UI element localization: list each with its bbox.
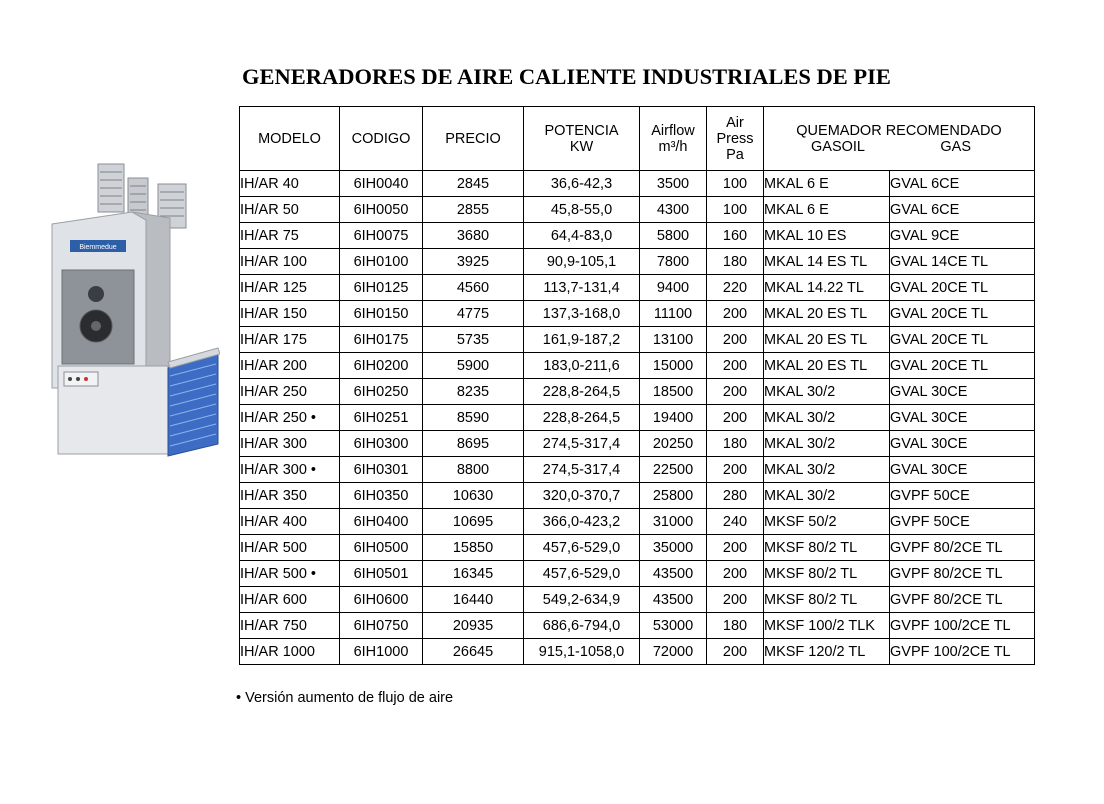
- cell-precio: 5735: [423, 327, 524, 353]
- cell-airflow: 53000: [640, 613, 707, 639]
- header-potencia: POTENCIA KW: [524, 107, 640, 171]
- table-row: [240, 405, 1035, 431]
- louver-left: [98, 164, 124, 212]
- cell-precio: 15850: [423, 535, 524, 561]
- cell-gasoil: MKSF 50/2: [764, 509, 890, 535]
- cell-precio: 20935: [423, 613, 524, 639]
- table-row: [240, 561, 1035, 587]
- cell-modelo: IH/AR 100: [240, 249, 340, 275]
- cell-airflow: 5800: [640, 223, 707, 249]
- cell-air-press: 180: [707, 249, 764, 275]
- cell-air-press: 100: [707, 171, 764, 197]
- table-row: [240, 249, 1035, 275]
- cell-airflow: 7800: [640, 249, 707, 275]
- cell-air-press: 200: [707, 301, 764, 327]
- cell-potencia: 64,4-83,0: [524, 223, 640, 249]
- cell-precio: 3680: [423, 223, 524, 249]
- cell-gas: GVAL 20CE TL: [890, 275, 1035, 301]
- cell-precio: 4775: [423, 301, 524, 327]
- cell-air-press: 200: [707, 457, 764, 483]
- cell-airflow: 43500: [640, 561, 707, 587]
- cell-air-press: 200: [707, 405, 764, 431]
- cell-precio: 16440: [423, 587, 524, 613]
- cell-airflow: 22500: [640, 457, 707, 483]
- cell-gasoil: MKAL 20 ES TL: [764, 327, 890, 353]
- cell-gasoil: MKAL 30/2: [764, 431, 890, 457]
- cell-precio: 2845: [423, 171, 524, 197]
- cell-airflow: 19400: [640, 405, 707, 431]
- cell-gas: GVAL 14CE TL: [890, 249, 1035, 275]
- cell-modelo: IH/AR 600: [240, 587, 340, 613]
- cell-air-press: 200: [707, 639, 764, 665]
- cell-precio: 10695: [423, 509, 524, 535]
- cell-gasoil: MKAL 6 E: [764, 171, 890, 197]
- header-air-press: Air Press Pa: [707, 107, 764, 171]
- cell-modelo: IH/AR 300: [240, 431, 340, 457]
- cell-modelo: IH/AR 250: [240, 379, 340, 405]
- cell-modelo: IH/AR 75: [240, 223, 340, 249]
- header-quemador: QUEMADOR RECOMENDADO GASOIL GAS: [764, 107, 1035, 171]
- table-row: [240, 301, 1035, 327]
- cell-airflow: 13100: [640, 327, 707, 353]
- cell-gas: GVAL 6CE: [890, 171, 1035, 197]
- cell-codigo: 6IH0100: [340, 249, 423, 275]
- cell-potencia: 113,7-131,4: [524, 275, 640, 301]
- cell-modelo: IH/AR 400: [240, 509, 340, 535]
- cell-potencia: 228,8-264,5: [524, 405, 640, 431]
- cell-precio: 10630: [423, 483, 524, 509]
- cell-potencia: 36,6-42,3: [524, 171, 640, 197]
- cell-gas: GVPF 80/2CE TL: [890, 561, 1035, 587]
- table-row: [240, 535, 1035, 561]
- cell-gas: GVPF 80/2CE TL: [890, 535, 1035, 561]
- cell-gas: GVAL 9CE: [890, 223, 1035, 249]
- cell-gasoil: MKAL 10 ES: [764, 223, 890, 249]
- cell-modelo: IH/AR 350: [240, 483, 340, 509]
- cell-precio: 8235: [423, 379, 524, 405]
- cell-gasoil: MKAL 30/2: [764, 379, 890, 405]
- cell-air-press: 280: [707, 483, 764, 509]
- cell-gas: GVAL 30CE: [890, 457, 1035, 483]
- cell-modelo: IH/AR 40: [240, 171, 340, 197]
- cell-modelo: IH/AR 50: [240, 197, 340, 223]
- cell-airflow: 15000: [640, 353, 707, 379]
- cell-airflow: 20250: [640, 431, 707, 457]
- cell-airflow: 11100: [640, 301, 707, 327]
- cell-modelo: IH/AR 200: [240, 353, 340, 379]
- cell-precio: 4560: [423, 275, 524, 301]
- cell-gasoil: MKAL 30/2: [764, 405, 890, 431]
- cell-potencia: 183,0-211,6: [524, 353, 640, 379]
- cell-potencia: 366,0-423,2: [524, 509, 640, 535]
- cell-potencia: 686,6-794,0: [524, 613, 640, 639]
- cell-airflow: 43500: [640, 587, 707, 613]
- cell-gasoil: MKAL 14.22 TL: [764, 275, 890, 301]
- cell-potencia: 90,9-105,1: [524, 249, 640, 275]
- cell-airflow: 35000: [640, 535, 707, 561]
- cell-potencia: 320,0-370,7: [524, 483, 640, 509]
- cell-airflow: 4300: [640, 197, 707, 223]
- table-row: [240, 223, 1035, 249]
- cell-gasoil: MKSF 80/2 TL: [764, 561, 890, 587]
- cell-air-press: 200: [707, 535, 764, 561]
- brand-label-text: Biemmedue: [79, 244, 117, 251]
- cell-modelo: IH/AR 1000: [240, 639, 340, 665]
- table-row: [240, 275, 1035, 301]
- cell-potencia: 228,8-264,5: [524, 379, 640, 405]
- cell-codigo: 6IH0350: [340, 483, 423, 509]
- header-gas: GAS: [940, 138, 971, 155]
- table-row: [240, 431, 1035, 457]
- burner-port: [88, 286, 104, 302]
- footnote: • Versión aumento de flujo de aire: [236, 690, 454, 706]
- cell-gas: GVAL 30CE: [890, 405, 1035, 431]
- heater-illustration: [50, 158, 220, 458]
- cell-codigo: 6IH0501: [340, 561, 423, 587]
- cell-codigo: 6IH0251: [340, 405, 423, 431]
- cell-potencia: 549,2-634,9: [524, 587, 640, 613]
- cell-modelo: IH/AR 500: [240, 535, 340, 561]
- table-row: [240, 639, 1035, 665]
- header-modelo: MODELO: [240, 107, 340, 171]
- cell-codigo: 6IH0150: [340, 301, 423, 327]
- header-gasoil: GASOIL: [811, 138, 865, 155]
- cell-precio: 8590: [423, 405, 524, 431]
- header-codigo: CODIGO: [340, 107, 423, 171]
- cell-gas: GVPF 50CE: [890, 483, 1035, 509]
- cell-modelo: IH/AR 750: [240, 613, 340, 639]
- cell-codigo: 6IH0301: [340, 457, 423, 483]
- cell-potencia: 137,3-168,0: [524, 301, 640, 327]
- cell-codigo: 6IH0300: [340, 431, 423, 457]
- cell-codigo: 6IH0040: [340, 171, 423, 197]
- cell-codigo: 6IH0400: [340, 509, 423, 535]
- table-row: [240, 171, 1035, 197]
- cell-air-press: 100: [707, 197, 764, 223]
- cell-precio: 16345: [423, 561, 524, 587]
- cell-air-press: 200: [707, 587, 764, 613]
- product-table: [239, 106, 1035, 665]
- cell-potencia: 161,9-187,2: [524, 327, 640, 353]
- cell-gasoil: MKSF 80/2 TL: [764, 587, 890, 613]
- cell-gas: GVAL 20CE TL: [890, 301, 1035, 327]
- table-row: [240, 613, 1035, 639]
- table-row: [240, 509, 1035, 535]
- cell-gasoil: MKAL 30/2: [764, 457, 890, 483]
- cell-gas: GVPF 80/2CE TL: [890, 587, 1035, 613]
- cell-gasoil: MKSF 80/2 TL: [764, 535, 890, 561]
- table-row: [240, 483, 1035, 509]
- cell-airflow: 72000: [640, 639, 707, 665]
- cell-air-press: 240: [707, 509, 764, 535]
- cell-modelo: IH/AR 125: [240, 275, 340, 301]
- table-row: [240, 197, 1035, 223]
- cell-modelo: IH/AR 300 •: [240, 457, 340, 483]
- cell-codigo: 6IH0075: [340, 223, 423, 249]
- cell-gasoil: MKAL 30/2: [764, 483, 890, 509]
- cell-air-press: 180: [707, 613, 764, 639]
- cell-codigo: 6IH0050: [340, 197, 423, 223]
- cell-gasoil: MKSF 100/2 TLK: [764, 613, 890, 639]
- cell-precio: 3925: [423, 249, 524, 275]
- cell-air-press: 180: [707, 431, 764, 457]
- table-row: [240, 457, 1035, 483]
- cell-modelo: IH/AR 250 •: [240, 405, 340, 431]
- cell-gas: GVAL 6CE: [890, 197, 1035, 223]
- cell-gas: GVAL 20CE TL: [890, 353, 1035, 379]
- cell-potencia: 274,5-317,4: [524, 431, 640, 457]
- cell-air-press: 200: [707, 353, 764, 379]
- cell-codigo: 6IH0600: [340, 587, 423, 613]
- cell-gasoil: MKAL 20 ES TL: [764, 353, 890, 379]
- cell-codigo: 6IH0750: [340, 613, 423, 639]
- cell-airflow: 18500: [640, 379, 707, 405]
- cell-potencia: 915,1-1058,0: [524, 639, 640, 665]
- cell-precio: 8695: [423, 431, 524, 457]
- cell-gasoil: MKSF 120/2 TL: [764, 639, 890, 665]
- cell-gas: GVAL 30CE: [890, 379, 1035, 405]
- cell-potencia: 45,8-55,0: [524, 197, 640, 223]
- cell-precio: 5900: [423, 353, 524, 379]
- table-header-row: [240, 107, 1035, 171]
- cell-gas: GVPF 50CE: [890, 509, 1035, 535]
- cell-codigo: 6IH0125: [340, 275, 423, 301]
- cell-codigo: 6IH1000: [340, 639, 423, 665]
- cell-air-press: 200: [707, 379, 764, 405]
- cell-potencia: 457,6-529,0: [524, 535, 640, 561]
- cell-air-press: 160: [707, 223, 764, 249]
- cell-precio: 8800: [423, 457, 524, 483]
- cell-air-press: 200: [707, 327, 764, 353]
- cell-airflow: 25800: [640, 483, 707, 509]
- cell-gas: GVAL 30CE: [890, 431, 1035, 457]
- cell-airflow: 9400: [640, 275, 707, 301]
- cell-air-press: 220: [707, 275, 764, 301]
- header-precio: PRECIO: [423, 107, 524, 171]
- cell-potencia: 457,6-529,0: [524, 561, 640, 587]
- cell-gas: GVPF 100/2CE TL: [890, 639, 1035, 665]
- cell-codigo: 6IH0175: [340, 327, 423, 353]
- cell-gasoil: MKAL 6 E: [764, 197, 890, 223]
- cell-gas: GVPF 100/2CE TL: [890, 613, 1035, 639]
- cell-codigo: 6IH0200: [340, 353, 423, 379]
- cell-modelo: IH/AR 150: [240, 301, 340, 327]
- cell-codigo: 6IH0500: [340, 535, 423, 561]
- cell-airflow: 31000: [640, 509, 707, 535]
- header-airflow: Airflow m³/h: [640, 107, 707, 171]
- table-row: [240, 587, 1035, 613]
- cell-precio: 2855: [423, 197, 524, 223]
- cell-potencia: 274,5-317,4: [524, 457, 640, 483]
- cell-air-press: 200: [707, 561, 764, 587]
- cell-airflow: 3500: [640, 171, 707, 197]
- cell-gasoil: MKAL 20 ES TL: [764, 301, 890, 327]
- cell-codigo: 6IH0250: [340, 379, 423, 405]
- table-row: [240, 379, 1035, 405]
- cell-gas: GVAL 20CE TL: [890, 327, 1035, 353]
- cell-modelo: IH/AR 175: [240, 327, 340, 353]
- table-row: [240, 327, 1035, 353]
- cell-gasoil: MKAL 14 ES TL: [764, 249, 890, 275]
- page-title: GENERADORES DE AIRE CALIENTE INDUSTRIALES DE PIE: [242, 64, 891, 89]
- table-row: [240, 353, 1035, 379]
- cell-precio: 26645: [423, 639, 524, 665]
- cell-modelo: IH/AR 500 •: [240, 561, 340, 587]
